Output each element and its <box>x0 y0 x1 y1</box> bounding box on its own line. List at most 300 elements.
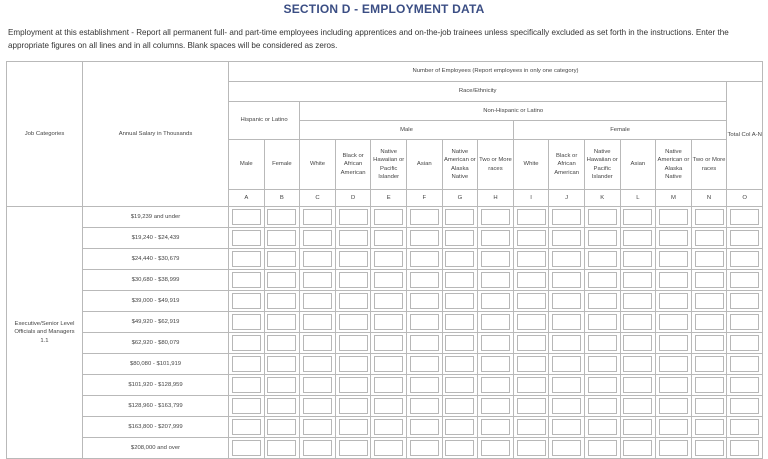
employee-count-input[interactable] <box>588 419 617 435</box>
employee-count-input[interactable] <box>232 356 261 372</box>
salary-band-label: $19,240 - $24,439 <box>83 228 229 249</box>
column-letter-k: K <box>584 190 620 207</box>
count-cell <box>229 396 265 417</box>
employee-count-input[interactable] <box>267 251 296 267</box>
employee-count-input[interactable] <box>481 314 510 330</box>
employee-count-input[interactable] <box>445 251 474 267</box>
count-cell <box>584 417 620 438</box>
employee-count-input[interactable] <box>339 293 368 309</box>
employee-count-input[interactable] <box>374 230 403 246</box>
count-cell <box>371 207 407 228</box>
count-cell <box>442 417 478 438</box>
employee-count-input[interactable] <box>588 335 617 351</box>
column-letter-b: B <box>264 190 300 207</box>
count-cell <box>442 375 478 396</box>
employee-count-input[interactable] <box>730 293 759 309</box>
count-cell <box>300 249 336 270</box>
employee-count-input[interactable] <box>588 377 617 393</box>
count-cell <box>478 291 514 312</box>
count-cell <box>727 228 763 249</box>
employee-count-input[interactable] <box>552 209 581 225</box>
count-cell <box>620 228 656 249</box>
employee-count-input[interactable] <box>374 377 403 393</box>
count-cell <box>300 354 336 375</box>
employee-count-input[interactable] <box>410 272 439 288</box>
employee-count-input[interactable] <box>481 419 510 435</box>
employee-count-input[interactable] <box>267 314 296 330</box>
count-cell <box>727 354 763 375</box>
number-of-employees-header: Number of Employees (Report employees in only one category) <box>229 62 763 82</box>
employee-count-input[interactable] <box>232 209 261 225</box>
count-cell <box>513 312 549 333</box>
table-row <box>7 375 763 396</box>
employee-count-input[interactable] <box>659 251 688 267</box>
employee-count-input[interactable] <box>303 356 332 372</box>
employee-count-input[interactable] <box>410 209 439 225</box>
employee-count-input[interactable] <box>623 251 652 267</box>
count-cell <box>727 312 763 333</box>
employee-count-input[interactable] <box>481 293 510 309</box>
count-cell <box>549 228 585 249</box>
salary-band-label: $80,080 - $101,919 <box>83 354 229 375</box>
employee-count-input[interactable] <box>588 251 617 267</box>
employee-count-input[interactable] <box>481 440 510 456</box>
employee-count-input[interactable] <box>517 335 546 351</box>
count-cell <box>549 249 585 270</box>
count-cell <box>513 270 549 291</box>
count-cell <box>727 249 763 270</box>
count-cell <box>549 438 585 459</box>
employee-count-input[interactable] <box>552 398 581 414</box>
employee-count-input[interactable] <box>232 419 261 435</box>
employee-count-input[interactable] <box>410 251 439 267</box>
count-cell <box>691 333 727 354</box>
count-cell <box>478 312 514 333</box>
count-cell <box>478 375 514 396</box>
employee-count-input[interactable] <box>445 440 474 456</box>
count-cell <box>264 291 300 312</box>
count-cell <box>229 354 265 375</box>
count-cell <box>478 270 514 291</box>
employee-count-input[interactable] <box>374 251 403 267</box>
employee-count-input[interactable] <box>374 356 403 372</box>
employee-count-input[interactable] <box>232 293 261 309</box>
count-cell <box>549 396 585 417</box>
employee-count-input[interactable] <box>232 335 261 351</box>
column-letter-h: H <box>478 190 514 207</box>
count-cell <box>264 207 300 228</box>
employee-count-input[interactable] <box>623 209 652 225</box>
employee-count-input[interactable] <box>374 335 403 351</box>
employee-count-input[interactable] <box>695 293 724 309</box>
column-letter-j: J <box>549 190 585 207</box>
count-cell <box>620 354 656 375</box>
employee-count-input[interactable] <box>339 377 368 393</box>
count-cell <box>727 438 763 459</box>
employee-count-input[interactable] <box>410 377 439 393</box>
count-cell <box>371 396 407 417</box>
employee-count-input[interactable] <box>481 335 510 351</box>
employee-count-input[interactable] <box>552 314 581 330</box>
employee-count-input[interactable] <box>481 209 510 225</box>
table-row <box>7 312 763 333</box>
count-cell <box>264 417 300 438</box>
count-cell <box>335 270 371 291</box>
count-cell <box>406 249 442 270</box>
employee-count-input[interactable] <box>445 398 474 414</box>
employee-count-input[interactable] <box>517 398 546 414</box>
employee-count-input[interactable] <box>623 377 652 393</box>
employee-count-input[interactable] <box>659 398 688 414</box>
employee-count-input[interactable] <box>410 398 439 414</box>
employee-count-input[interactable] <box>374 398 403 414</box>
employee-count-input[interactable] <box>552 230 581 246</box>
employee-count-input[interactable] <box>481 272 510 288</box>
count-cell <box>549 291 585 312</box>
employee-count-input[interactable] <box>339 314 368 330</box>
count-cell <box>691 249 727 270</box>
employee-count-input[interactable] <box>552 419 581 435</box>
count-cell <box>549 312 585 333</box>
column-label-i: White <box>513 140 549 190</box>
salary-band-label: $49,920 - $62,919 <box>83 312 229 333</box>
employee-count-input[interactable] <box>232 251 261 267</box>
salary-band-label: $39,000 - $49,919 <box>83 291 229 312</box>
employee-count-input[interactable] <box>267 230 296 246</box>
employee-count-input[interactable] <box>267 440 296 456</box>
employee-count-input[interactable] <box>481 251 510 267</box>
employee-count-input[interactable] <box>695 440 724 456</box>
count-cell <box>406 396 442 417</box>
count-cell <box>727 396 763 417</box>
count-cell <box>727 417 763 438</box>
employee-count-input[interactable] <box>659 293 688 309</box>
employee-count-input[interactable] <box>588 398 617 414</box>
employee-count-input[interactable] <box>303 293 332 309</box>
employee-count-input[interactable] <box>303 419 332 435</box>
employee-count-input[interactable] <box>232 314 261 330</box>
employee-count-input[interactable] <box>410 293 439 309</box>
employee-count-input[interactable] <box>410 230 439 246</box>
employee-count-input[interactable] <box>445 230 474 246</box>
employee-count-input[interactable] <box>267 356 296 372</box>
count-cell <box>335 291 371 312</box>
employee-count-input[interactable] <box>445 209 474 225</box>
employee-count-input[interactable] <box>730 356 759 372</box>
count-cell <box>264 333 300 354</box>
employee-count-input[interactable] <box>588 356 617 372</box>
count-cell <box>656 396 692 417</box>
count-cell <box>406 375 442 396</box>
count-cell <box>300 291 336 312</box>
employee-count-input[interactable] <box>303 377 332 393</box>
employee-count-input[interactable] <box>517 356 546 372</box>
employee-count-input[interactable] <box>730 419 759 435</box>
count-cell <box>656 207 692 228</box>
employee-count-input[interactable] <box>588 209 617 225</box>
employee-count-input[interactable] <box>659 230 688 246</box>
employee-count-input[interactable] <box>303 335 332 351</box>
employee-count-input[interactable] <box>695 377 724 393</box>
salary-band-label: $19,239 and under <box>83 207 229 228</box>
employee-count-input[interactable] <box>623 440 652 456</box>
employee-count-input[interactable] <box>517 314 546 330</box>
employee-count-input[interactable] <box>623 314 652 330</box>
count-cell <box>300 438 336 459</box>
employee-count-input[interactable] <box>588 440 617 456</box>
job-category-code: 1.1 <box>40 337 49 344</box>
employee-count-input[interactable] <box>303 272 332 288</box>
count-cell <box>371 270 407 291</box>
employee-count-input[interactable] <box>730 335 759 351</box>
non-hispanic-latino-header: Non-Hispanic or Latino <box>300 102 727 121</box>
employee-count-input[interactable] <box>588 272 617 288</box>
employee-count-input[interactable] <box>339 419 368 435</box>
salary-band-label: $101,920 - $128,959 <box>83 375 229 396</box>
employee-count-input[interactable] <box>445 272 474 288</box>
employee-count-input[interactable] <box>303 314 332 330</box>
employee-count-input[interactable] <box>695 230 724 246</box>
count-cell <box>620 417 656 438</box>
employee-count-input[interactable] <box>303 251 332 267</box>
employee-count-input[interactable] <box>730 230 759 246</box>
employee-count-input[interactable] <box>303 440 332 456</box>
total-column-header: Total Col A-N <box>727 82 763 190</box>
column-label-l: Asian <box>620 140 656 190</box>
employee-count-input[interactable] <box>339 398 368 414</box>
employee-count-input[interactable] <box>623 356 652 372</box>
count-cell <box>229 438 265 459</box>
employee-count-input[interactable] <box>445 335 474 351</box>
employee-count-input[interactable] <box>445 419 474 435</box>
employee-count-input[interactable] <box>481 398 510 414</box>
employee-count-input[interactable] <box>374 314 403 330</box>
employee-count-input[interactable] <box>623 293 652 309</box>
count-cell <box>727 333 763 354</box>
employee-count-input[interactable] <box>552 272 581 288</box>
employee-count-input[interactable] <box>659 377 688 393</box>
count-cell <box>691 396 727 417</box>
instructions-text: Employment at this establishment - Report all permanent full- and part-time employees including apprentices and on-the-job trainees unless specifically excluded as set forth in the instructions. Enter the appropriate figures on all lines and in all columns. Blank spaces will be considered as zeros. <box>8 28 729 50</box>
count-cell <box>584 228 620 249</box>
employee-count-input[interactable] <box>339 356 368 372</box>
employee-count-input[interactable] <box>730 209 759 225</box>
employee-count-input[interactable] <box>659 356 688 372</box>
count-cell <box>584 375 620 396</box>
employee-count-input[interactable] <box>623 398 652 414</box>
count-cell <box>406 270 442 291</box>
employee-count-input[interactable] <box>445 356 474 372</box>
column-label-e: Native Hawaiian or Pacific Islander <box>371 140 407 190</box>
count-cell <box>442 354 478 375</box>
employee-count-input[interactable] <box>517 272 546 288</box>
employee-count-input[interactable] <box>695 335 724 351</box>
employee-count-input[interactable] <box>267 398 296 414</box>
employee-count-input[interactable] <box>623 272 652 288</box>
count-cell <box>691 207 727 228</box>
employee-count-input[interactable] <box>339 209 368 225</box>
employee-count-input[interactable] <box>552 335 581 351</box>
employee-count-input[interactable] <box>339 335 368 351</box>
employee-count-input[interactable] <box>232 230 261 246</box>
employee-count-input[interactable] <box>588 314 617 330</box>
employee-count-input[interactable] <box>410 335 439 351</box>
table-row <box>7 438 763 459</box>
employee-count-input[interactable] <box>267 293 296 309</box>
employee-count-input[interactable] <box>517 230 546 246</box>
employee-count-input[interactable] <box>695 314 724 330</box>
employee-count-input[interactable] <box>517 209 546 225</box>
count-cell <box>656 417 692 438</box>
employee-count-input[interactable] <box>267 377 296 393</box>
employee-count-input[interactable] <box>588 293 617 309</box>
employee-count-input[interactable] <box>695 251 724 267</box>
count-cell <box>549 333 585 354</box>
count-cell <box>584 438 620 459</box>
count-cell <box>620 396 656 417</box>
employee-count-input[interactable] <box>232 440 261 456</box>
count-cell <box>264 270 300 291</box>
count-cell <box>406 228 442 249</box>
employee-count-input[interactable] <box>659 272 688 288</box>
employee-count-input[interactable] <box>695 398 724 414</box>
employee-count-input[interactable] <box>517 251 546 267</box>
count-cell <box>656 291 692 312</box>
employee-count-input[interactable] <box>267 209 296 225</box>
employee-count-input[interactable] <box>659 209 688 225</box>
count-cell <box>300 375 336 396</box>
count-cell <box>442 438 478 459</box>
count-cell <box>335 396 371 417</box>
count-cell <box>442 291 478 312</box>
employee-count-input[interactable] <box>267 335 296 351</box>
employee-count-input[interactable] <box>623 335 652 351</box>
employee-count-input[interactable] <box>445 293 474 309</box>
column-label-h: Two or More races <box>478 140 514 190</box>
employee-count-input[interactable] <box>623 419 652 435</box>
count-cell <box>620 291 656 312</box>
count-cell <box>513 375 549 396</box>
employee-count-input[interactable] <box>267 419 296 435</box>
column-label-b: Female <box>264 140 300 190</box>
count-cell <box>264 396 300 417</box>
employee-count-input[interactable] <box>517 377 546 393</box>
salary-band-label: $128,960 - $163,799 <box>83 396 229 417</box>
employee-count-input[interactable] <box>339 440 368 456</box>
employee-count-input[interactable] <box>730 440 759 456</box>
employee-count-input[interactable] <box>552 356 581 372</box>
employee-count-input[interactable] <box>659 335 688 351</box>
employee-count-input[interactable] <box>730 272 759 288</box>
employee-count-input[interactable] <box>410 356 439 372</box>
employee-count-input[interactable] <box>481 356 510 372</box>
employee-count-input[interactable] <box>552 377 581 393</box>
employee-count-input[interactable] <box>374 440 403 456</box>
employee-count-input[interactable] <box>339 272 368 288</box>
employee-count-input[interactable] <box>481 230 510 246</box>
employee-count-input[interactable] <box>552 251 581 267</box>
employee-count-input[interactable] <box>659 440 688 456</box>
column-letter-c: C <box>300 190 336 207</box>
count-cell <box>513 228 549 249</box>
count-cell <box>442 249 478 270</box>
count-cell <box>584 333 620 354</box>
count-cell <box>406 354 442 375</box>
count-cell <box>691 228 727 249</box>
employee-count-input[interactable] <box>481 377 510 393</box>
employee-count-input[interactable] <box>267 272 296 288</box>
employee-count-input[interactable] <box>232 272 261 288</box>
count-cell <box>264 375 300 396</box>
count-cell <box>478 228 514 249</box>
count-cell <box>513 207 549 228</box>
employee-count-input[interactable] <box>552 440 581 456</box>
column-label-c: White <box>300 140 336 190</box>
count-cell <box>656 249 692 270</box>
employee-count-input[interactable] <box>695 209 724 225</box>
employee-count-input[interactable] <box>303 398 332 414</box>
employee-count-input[interactable] <box>232 398 261 414</box>
employee-count-input[interactable] <box>445 314 474 330</box>
employee-count-input[interactable] <box>623 230 652 246</box>
employee-count-input[interactable] <box>588 230 617 246</box>
employee-count-input[interactable] <box>303 230 332 246</box>
count-cell <box>335 333 371 354</box>
employee-count-input[interactable] <box>517 419 546 435</box>
employee-count-input[interactable] <box>695 356 724 372</box>
column-letter-l: L <box>620 190 656 207</box>
count-cell <box>335 438 371 459</box>
count-cell <box>264 312 300 333</box>
employee-count-input[interactable] <box>374 272 403 288</box>
count-cell <box>229 333 265 354</box>
count-cell <box>584 312 620 333</box>
employee-count-input[interactable] <box>374 209 403 225</box>
employee-count-input[interactable] <box>410 419 439 435</box>
employee-count-input[interactable] <box>410 440 439 456</box>
column-letter-e: E <box>371 190 407 207</box>
employee-count-input[interactable] <box>695 272 724 288</box>
count-cell <box>371 354 407 375</box>
employee-count-input[interactable] <box>303 209 332 225</box>
employee-count-input[interactable] <box>517 293 546 309</box>
employee-count-input[interactable] <box>445 377 474 393</box>
employee-count-input[interactable] <box>695 419 724 435</box>
count-cell <box>584 354 620 375</box>
employee-count-input[interactable] <box>232 377 261 393</box>
column-letter-m: M <box>656 190 692 207</box>
employee-count-input[interactable] <box>730 398 759 414</box>
count-cell <box>549 354 585 375</box>
section-title: SECTION D - EMPLOYMENT DATA <box>283 2 485 16</box>
employee-count-input[interactable] <box>730 251 759 267</box>
count-cell <box>620 438 656 459</box>
employee-count-input[interactable] <box>410 314 439 330</box>
employee-count-input[interactable] <box>339 251 368 267</box>
employee-count-input[interactable] <box>730 377 759 393</box>
employee-count-input[interactable] <box>374 293 403 309</box>
table-row <box>7 270 763 291</box>
employee-count-input[interactable] <box>659 419 688 435</box>
table-row <box>7 291 763 312</box>
count-cell <box>584 291 620 312</box>
employee-count-input[interactable] <box>730 314 759 330</box>
employee-count-input[interactable] <box>374 419 403 435</box>
employee-count-input[interactable] <box>517 440 546 456</box>
employee-count-input[interactable] <box>552 293 581 309</box>
employee-count-input[interactable] <box>339 230 368 246</box>
employee-count-input[interactable] <box>659 314 688 330</box>
